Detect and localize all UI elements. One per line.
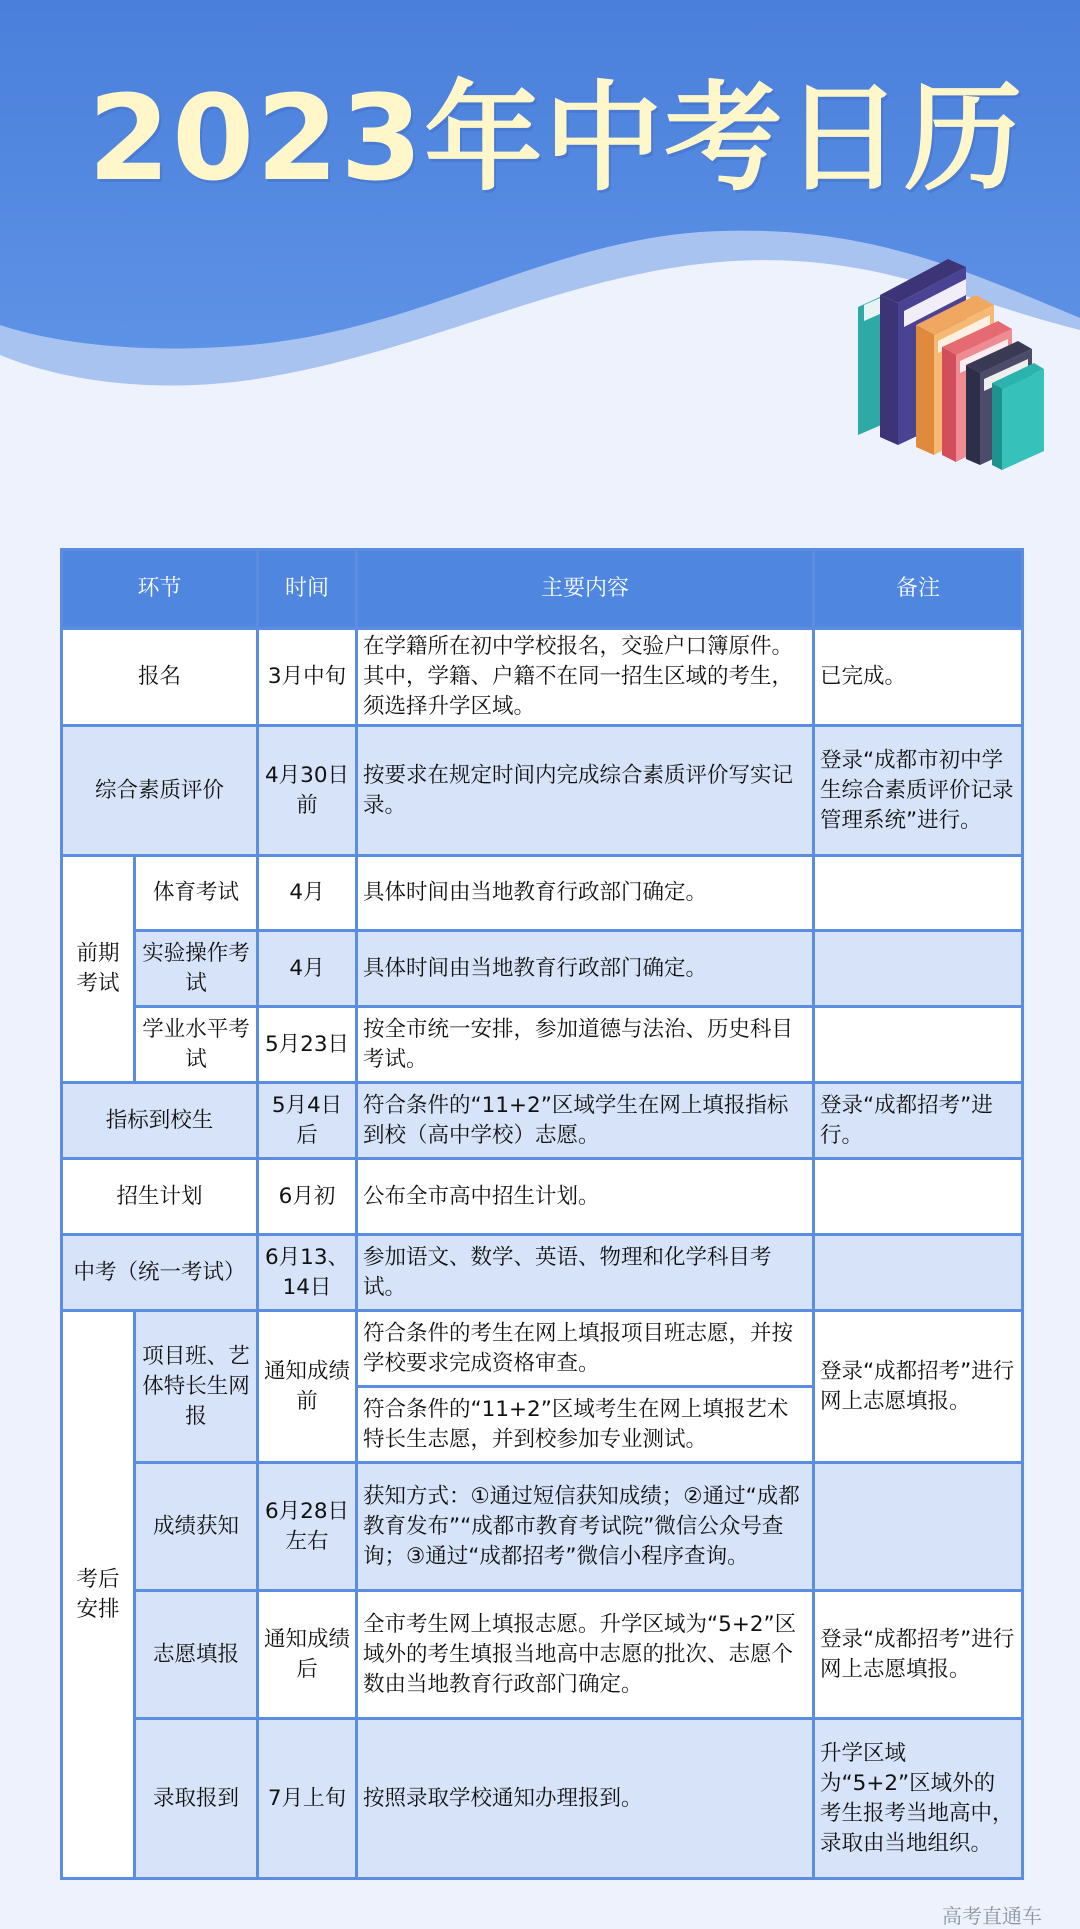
note-cell: 升学区域为“5+2”区域外的考生报考当地高中，录取由当地组织。 bbox=[814, 1719, 1023, 1879]
note-cell bbox=[814, 1235, 1023, 1311]
stage-cell: 体育考试 bbox=[135, 856, 258, 931]
stage-cell: 成绩获知 bbox=[135, 1463, 258, 1591]
content-cell: 符合条件的“11+2”区域学生在网上填报指标到校（高中学校）志愿。 bbox=[357, 1083, 814, 1159]
table-header-row bbox=[62, 550, 1023, 629]
table-row bbox=[62, 1719, 1023, 1879]
content-cell: 具体时间由当地教育行政部门确定。 bbox=[357, 856, 814, 931]
time-cell: 通知成绩后 bbox=[258, 1591, 357, 1719]
page-title: 2023年中考日历 bbox=[88, 69, 1025, 207]
note-cell bbox=[814, 1463, 1023, 1591]
content-cell: 符合条件的考生在网上填报项目班志愿，并按学校要求完成资格审查。 bbox=[357, 1311, 814, 1387]
time-cell: 4月 bbox=[258, 931, 357, 1007]
note-cell bbox=[814, 931, 1023, 1007]
note-cell: 登录“成都市初中学生综合素质评价记录管理系统”进行。 bbox=[814, 726, 1023, 856]
column-header-note: 备注 bbox=[814, 550, 1023, 629]
table-row bbox=[62, 1311, 1023, 1387]
note-cell: 登录“成都招考”进行网上志愿填报。 bbox=[814, 1311, 1023, 1463]
table-row bbox=[62, 856, 1023, 931]
table-row bbox=[62, 931, 1023, 1007]
time-cell: 4月30日前 bbox=[258, 726, 357, 856]
stage-cell: 综合素质评价 bbox=[62, 726, 258, 856]
content-cell: 按要求在规定时间内完成综合素质评价写实记录。 bbox=[357, 726, 814, 856]
table-row bbox=[62, 1463, 1023, 1591]
table-row bbox=[62, 629, 1023, 726]
content-cell: 获知方式：①通过短信获知成绩；②通过“成都教育发布”“成都市教育考试院”微信公众号查询；③通过“成都招考”微信小程序查询。 bbox=[357, 1463, 814, 1591]
time-cell: 7月上旬 bbox=[258, 1719, 357, 1879]
stage-cell: 项目班、艺体特长生网报 bbox=[135, 1311, 258, 1463]
table-row bbox=[62, 1235, 1023, 1311]
note-cell bbox=[814, 1007, 1023, 1083]
note-cell: 已完成。 bbox=[814, 629, 1023, 726]
stage-cell: 中考（统一考试） bbox=[62, 1235, 258, 1311]
stage-cell: 指标到校生 bbox=[62, 1083, 258, 1159]
group-cell-preliminary: 前期考试 bbox=[62, 856, 135, 1083]
content-cell: 按照录取学校通知办理报到。 bbox=[357, 1719, 814, 1879]
time-cell: 通知成绩前 bbox=[258, 1311, 357, 1463]
table-row bbox=[62, 1591, 1023, 1719]
stage-cell: 招生计划 bbox=[62, 1159, 258, 1235]
stage-cell: 学业水平考试 bbox=[135, 1007, 258, 1083]
content-cell: 公布全市高中招生计划。 bbox=[357, 1159, 814, 1235]
column-header-stage: 环节 bbox=[62, 550, 258, 629]
column-header-time: 时间 bbox=[258, 550, 357, 629]
time-cell: 5月23日 bbox=[258, 1007, 357, 1083]
time-cell: 6月13、14日 bbox=[258, 1235, 357, 1311]
note-cell: 登录“成都招考”进行。 bbox=[814, 1083, 1023, 1159]
table-row bbox=[62, 1007, 1023, 1083]
time-cell: 4月 bbox=[258, 856, 357, 931]
table-row bbox=[62, 1083, 1023, 1159]
stage-cell: 志愿填报 bbox=[135, 1591, 258, 1719]
content-cell: 在学籍所在初中学校报名，交验户口簿原件。其中，学籍、户籍不在同一招生区域的考生，须选择升学区域。 bbox=[357, 629, 814, 726]
table-row bbox=[62, 726, 1023, 856]
group-cell-after-exam: 考后安排 bbox=[62, 1311, 135, 1879]
watermark: 高考直通车 bbox=[942, 1904, 1042, 1928]
books-illustration bbox=[858, 255, 1044, 470]
column-header-content: 主要内容 bbox=[357, 550, 814, 629]
content-cell: 参加语文、数学、英语、物理和化学科目考试。 bbox=[357, 1235, 814, 1311]
table-row bbox=[62, 1159, 1023, 1235]
time-cell: 3月中旬 bbox=[258, 629, 357, 726]
content-cell: 符合条件的“11+2”区域考生在网上填报艺术特长生志愿，并到校参加专业测试。 bbox=[357, 1387, 814, 1463]
stage-cell: 报名 bbox=[62, 629, 258, 726]
content-cell: 具体时间由当地教育行政部门确定。 bbox=[357, 931, 814, 1007]
note-cell bbox=[814, 1159, 1023, 1235]
note-cell: 登录“成都招考”进行网上志愿填报。 bbox=[814, 1591, 1023, 1719]
time-cell: 5月4日后 bbox=[258, 1083, 357, 1159]
stage-cell: 实验操作考试 bbox=[135, 931, 258, 1007]
content-cell: 按全市统一安排，参加道德与法治、历史科目考试。 bbox=[357, 1007, 814, 1083]
time-cell: 6月初 bbox=[258, 1159, 357, 1235]
note-cell bbox=[814, 856, 1023, 931]
stage-cell: 录取报到 bbox=[135, 1719, 258, 1879]
content-cell: 全市考生网上填报志愿。升学区域为“5+2”区域外的考生填报当地高中志愿的批次、志愿个数由当地教育行政部门确定。 bbox=[357, 1591, 814, 1719]
time-cell: 6月28日左右 bbox=[258, 1463, 357, 1591]
exam-calendar-table bbox=[60, 548, 1024, 1880]
